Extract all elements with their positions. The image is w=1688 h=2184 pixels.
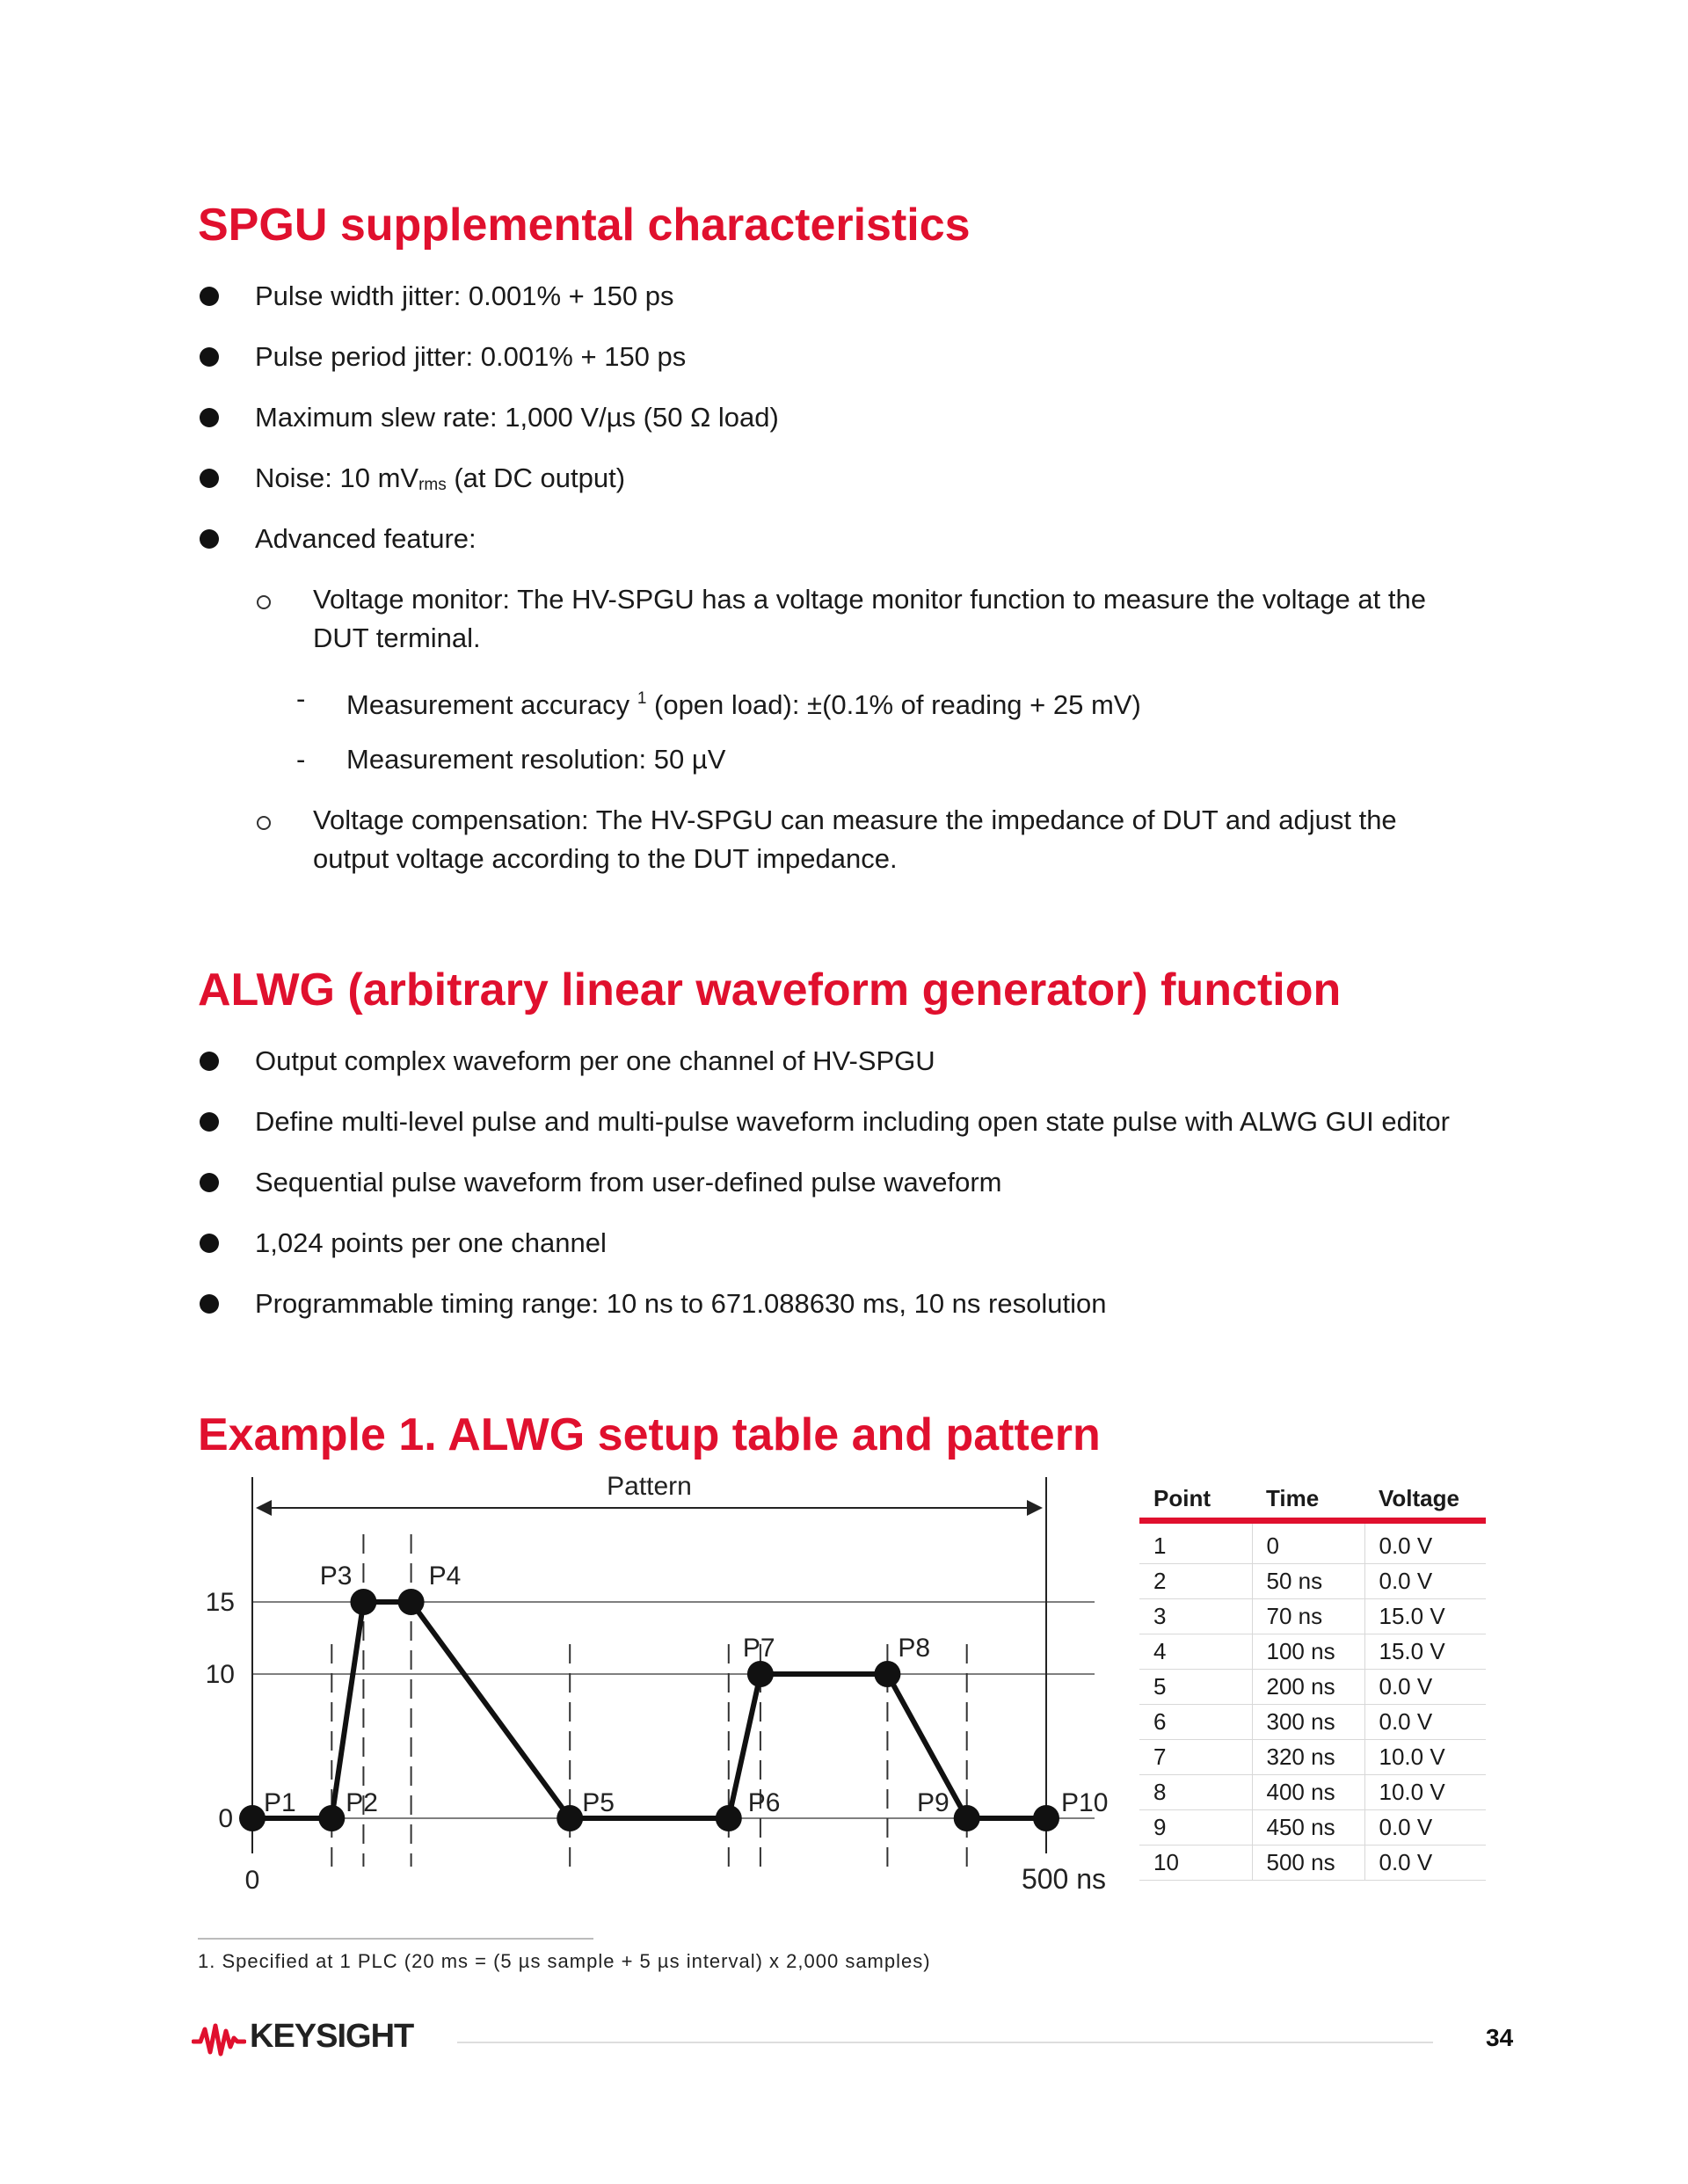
- data-point-p7: [747, 1661, 774, 1687]
- bullet-icon: [200, 1294, 219, 1314]
- point-label-p7: P7: [742, 1634, 775, 1663]
- alwg-setup-table: [1139, 1479, 1486, 1881]
- y-tick-label: 15: [205, 1588, 235, 1617]
- table-row: [1139, 1670, 1486, 1705]
- cell-voltage: 0.0 V: [1364, 1810, 1486, 1845]
- cell-voltage: 0.0 V: [1364, 1564, 1486, 1599]
- alwg-pattern-chart: [189, 1460, 1121, 1917]
- cell-voltage: 0.0 V: [1364, 1670, 1486, 1705]
- cell-voltage: 10.0 V: [1364, 1740, 1486, 1775]
- cell-point: 7: [1139, 1740, 1252, 1775]
- footnote-ref: 1: [637, 689, 647, 708]
- section-title-alwg: ALWG (arbitrary linear waveform generator) function: [198, 965, 1342, 1016]
- keysight-logo-text[interactable]: KEYSIGHT: [250, 2018, 414, 2055]
- footnote-divider: [198, 1938, 593, 1940]
- bullet-pulse-period-jitter: Pulse period jitter: 0.001% + 150 ps: [255, 341, 687, 372]
- sub-bullet-icon: [257, 595, 271, 609]
- x-tick-label: 500 ns: [1021, 1863, 1107, 1895]
- page-number: 34: [1486, 2024, 1514, 2051]
- point-label-p3: P3: [319, 1562, 353, 1591]
- footer-divider: [457, 2042, 1433, 2043]
- dash-bullet: -: [296, 744, 306, 775]
- cell-point: 10: [1139, 1845, 1252, 1881]
- alwg-bullet-4: 1,024 points per one channel: [255, 1227, 607, 1258]
- table-row: [1139, 1775, 1486, 1810]
- cell-point: 4: [1139, 1634, 1252, 1670]
- bullet-advanced-feature: Advanced feature:: [255, 523, 477, 554]
- point-label-p5: P5: [582, 1788, 615, 1817]
- point-label-p1: P1: [264, 1788, 296, 1817]
- table-row: [1139, 1740, 1486, 1775]
- point-label-p9: P9: [916, 1788, 950, 1817]
- cell-point: 1: [1139, 1521, 1252, 1564]
- cell-time: 500 ns: [1252, 1845, 1364, 1881]
- data-point-p3: [350, 1589, 376, 1615]
- footnote: 1. Specified at 1 PLC (20 ms = (5 µs sample + 5 µs interval) x 2,000 samples): [198, 1950, 931, 1972]
- section-title-spgu: SPGU supplemental characteristics: [198, 200, 971, 251]
- y-tick-label: 10: [205, 1660, 235, 1689]
- table-row: [1139, 1521, 1486, 1564]
- data-point-p1: [239, 1805, 266, 1831]
- cell-time: 50 ns: [1252, 1564, 1364, 1599]
- cell-time: 100 ns: [1252, 1634, 1364, 1670]
- voltage-monitor-line1: Voltage monitor: The HV-SPGU has a voltage monitor function to measure the voltage at the: [313, 584, 1426, 615]
- bullet-noise: [255, 459, 625, 505]
- bullet-icon: [200, 1234, 219, 1253]
- measurement-accuracy: [346, 680, 1141, 724]
- alwg-bullet-1: Output complex waveform per one channel of HV-SPGU: [255, 1045, 935, 1076]
- voltage-compensation-line1: Voltage compensation: The HV-SPGU can measure the impedance of DUT and adjust the: [313, 804, 1397, 835]
- bullet-icon: [200, 347, 219, 367]
- cell-point: 5: [1139, 1670, 1252, 1705]
- cell-time: 400 ns: [1252, 1775, 1364, 1810]
- sub-bullet-icon: [257, 816, 271, 830]
- cell-point: 9: [1139, 1810, 1252, 1845]
- accuracy-prefix: Measurement accuracy: [346, 689, 637, 720]
- data-point-p2: [318, 1805, 345, 1831]
- point-label-p4: P4: [428, 1562, 462, 1591]
- table-row: [1139, 1599, 1486, 1634]
- column-header-voltage: Voltage: [1364, 1479, 1486, 1521]
- cell-time: 200 ns: [1252, 1670, 1364, 1705]
- point-label-p10: P10: [1061, 1788, 1109, 1817]
- bullet-icon: [200, 1112, 219, 1132]
- y-tick-label: 0: [218, 1804, 233, 1833]
- bullet-pulse-width-jitter: Pulse width jitter: 0.001% + 150 ps: [255, 280, 674, 311]
- bullet-icon: [200, 408, 219, 427]
- data-point-p9: [954, 1805, 980, 1831]
- noise-prefix: Noise: 10 mV: [255, 462, 419, 493]
- data-point-p6: [716, 1805, 742, 1831]
- bullet-icon: [200, 529, 219, 549]
- dash-bullet: -: [296, 683, 306, 714]
- point-label-p6: P6: [747, 1788, 781, 1817]
- point-label-p2: P2: [346, 1788, 379, 1817]
- cell-time: 0: [1252, 1521, 1364, 1564]
- noise-subscript: rms: [418, 476, 447, 494]
- bullet-max-slew-rate: Maximum slew rate: 1,000 V/µs (50 Ω load): [255, 402, 779, 433]
- alwg-bullet-3: Sequential pulse waveform from user-defined pulse waveform: [255, 1167, 1002, 1198]
- chart-title: Pattern: [607, 1472, 692, 1501]
- data-point-p10: [1033, 1805, 1059, 1831]
- table-row: [1139, 1845, 1486, 1881]
- table-row: [1139, 1564, 1486, 1599]
- measurement-resolution: Measurement resolution: 50 µV: [346, 744, 726, 775]
- data-point-p8: [874, 1661, 900, 1687]
- cell-point: 8: [1139, 1775, 1252, 1810]
- cell-point: 2: [1139, 1564, 1252, 1599]
- point-label-p8: P8: [898, 1634, 931, 1663]
- cell-voltage: 0.0 V: [1364, 1845, 1486, 1881]
- cell-voltage: 10.0 V: [1364, 1775, 1486, 1810]
- cell-voltage: 15.0 V: [1364, 1599, 1486, 1634]
- voltage-monitor-line2: DUT terminal.: [313, 622, 481, 653]
- arrow-left-head: [256, 1500, 272, 1516]
- cell-voltage: 0.0 V: [1364, 1521, 1486, 1564]
- data-point-p4: [398, 1589, 425, 1615]
- voltage-compensation-line2: output voltage according to the DUT impedance.: [313, 843, 898, 874]
- x-tick-label: 0: [244, 1866, 260, 1895]
- section-title-example: Example 1. ALWG setup table and pattern: [198, 1409, 1101, 1460]
- noise-suffix: (at DC output): [446, 462, 626, 493]
- cell-point: 6: [1139, 1705, 1252, 1740]
- alwg-bullet-5: Programmable timing range: 10 ns to 671.088630 ms, 10 ns resolution: [255, 1288, 1107, 1319]
- alwg-bullet-2: Define multi-level pulse and multi-pulse waveform including open state pulse with ALWG GUI editor: [255, 1106, 1450, 1137]
- cell-point: 3: [1139, 1599, 1252, 1634]
- cell-voltage: 15.0 V: [1364, 1634, 1486, 1670]
- cell-time: 320 ns: [1252, 1740, 1364, 1775]
- cell-time: 300 ns: [1252, 1705, 1364, 1740]
- table-row: [1139, 1634, 1486, 1670]
- bullet-icon: [200, 1173, 219, 1192]
- bullet-icon: [200, 469, 219, 488]
- arrow-right-head: [1027, 1500, 1043, 1516]
- cell-time: 450 ns: [1252, 1810, 1364, 1845]
- keysight-wave-logo-icon: [192, 2020, 246, 2059]
- cell-voltage: 0.0 V: [1364, 1705, 1486, 1740]
- bullet-icon: [200, 287, 219, 306]
- table-row: [1139, 1810, 1486, 1845]
- bullet-icon: [200, 1052, 219, 1071]
- column-header-point: Point: [1139, 1479, 1252, 1521]
- column-header-time: Time: [1252, 1479, 1364, 1521]
- accuracy-suffix: (open load): ±(0.1% of reading + 25 mV): [646, 689, 1141, 720]
- table-header-row: [1139, 1479, 1486, 1521]
- table-row: [1139, 1705, 1486, 1740]
- data-point-p5: [557, 1805, 583, 1831]
- cell-time: 70 ns: [1252, 1599, 1364, 1634]
